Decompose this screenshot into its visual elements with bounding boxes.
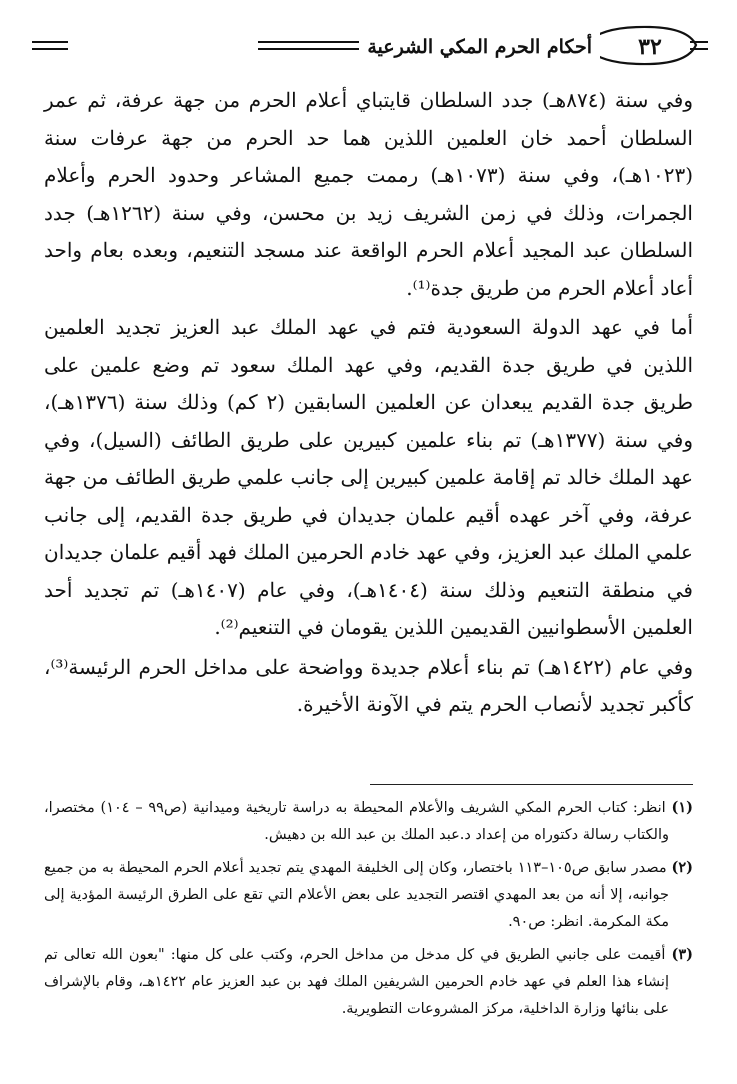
running-header [28,22,708,72]
footnote-number: (٢) [671,859,693,876]
footnote-number: (١) [671,799,694,816]
footnote-number: (٣) [671,946,693,963]
page-number: ٣٢ [638,34,662,60]
footnote-separator [370,784,693,785]
footnotes [44,794,693,1028]
paragraph: وفي سنة (٨٧٤هـ) جدد السلطان قايتباي أعلام الحرم من جهة عرفة، ثم عمر السلطان أحمد خان العلمين اللذين هما حد الحرم من جهة عرفات سنة (١٠٢٣هـ)، وفي سنة (١٠٧٣هـ) رممت جميع المشاعر وحدود الحرم وأعلام الجمرات، وذلك في زمن الشريف زيد بن محسن، وفي سنة (١٢٦٢هـ) جدد السلطان عبد المجيد أعلام الحرم الواقعة عند مسجد التنعيم، وبعده بعام واحد أعاد أعلام الحرم من طريق جدة⁽¹⁾. [44,88,693,300]
footnote [44,854,693,936]
main-text [44,82,693,724]
footnote-text: مصدر سابق ص١٠٥–١١٣ باختصار، وكان إلى الخليفة المهدي يتم تجديد أعلام الحرم المحيطة به من جميع جوانبه، إلا أنه من بعد المهدي اقتصر التجديد على بعض الأعلام التي تقع على الطرق الرئيسة المؤدية إلى مكة المكرمة. انظر: ص٩٠. [44,860,669,930]
footnote-text: انظر: كتاب الحرم المكي الشريف والأعلام المحيطة به دراسة تاريخية وميدانية (ص٩٩ – ١٠٤) مختصرا، والكتاب رسالة دكتوراه من إعداد د.عبد الملك بن عبد الله بن دهيش. [44,800,669,843]
paragraph: أما في عهد الدولة السعودية فتم في عهد الملك عبد العزيز تجديد العلمين اللذين في طريق جدة القديم، وفي عهد الملك سعود تم وضع علمين على طريق جدة القديم يبعدان عن العلمين السابقين (٢ كم) وذلك سنة (١٣٧٦هـ)، وفي سنة (١٣٧٧هـ) تم بناء علمين كبيرين على طريق الطائف (السيل)، وفي عهد الملك خالد تم إقامة علمين كبيرين إلى جانب علمي طريق الطائف من جهة عرفة، وفي آخر عهده أقيم علمان جديدان في طريق جدة القديم، إلى جانب علمي الملك عبد العزيز، وفي عهد خادم الحرمين الملك فهد أقيم علمان جديدان في منطقة التنعيم وذلك سنة (١٤٠٤هـ)، وفي عام (١٤٠٧هـ) تم تجديد أحد العلمين الأسطوانيين القديمين اللذين يقومان في التنعيم⁽²⁾. [44,315,694,639]
footnote [44,794,693,849]
book-title: أحكام الحرم المكي الشرعية [359,32,600,62]
footnote [44,941,693,1023]
footnote-text: أقيمت على جانبي الطريق في كل مدخل من مداخل الحرم، وكتب على كل منها: "بعون الله تعالى تم إنشاء هذا العلم في عهد خادم الحرمين الشريفين الملك فهد بن عبد العزيز عام ١٤٢٢هـ، وقام بالإشراف على بنائها وزارة الداخلية، مركز المشروعات التطويرية. [44,947,669,1017]
paragraph: وفي عام (١٤٢٢هـ) تم بناء أعلام جديدة وواضحة على مداخل الحرم الرئيسة⁽³⁾، كأكبر تجديد لأنصاب الحرم يتم في الآونة الأخيرة. [44,654,693,716]
